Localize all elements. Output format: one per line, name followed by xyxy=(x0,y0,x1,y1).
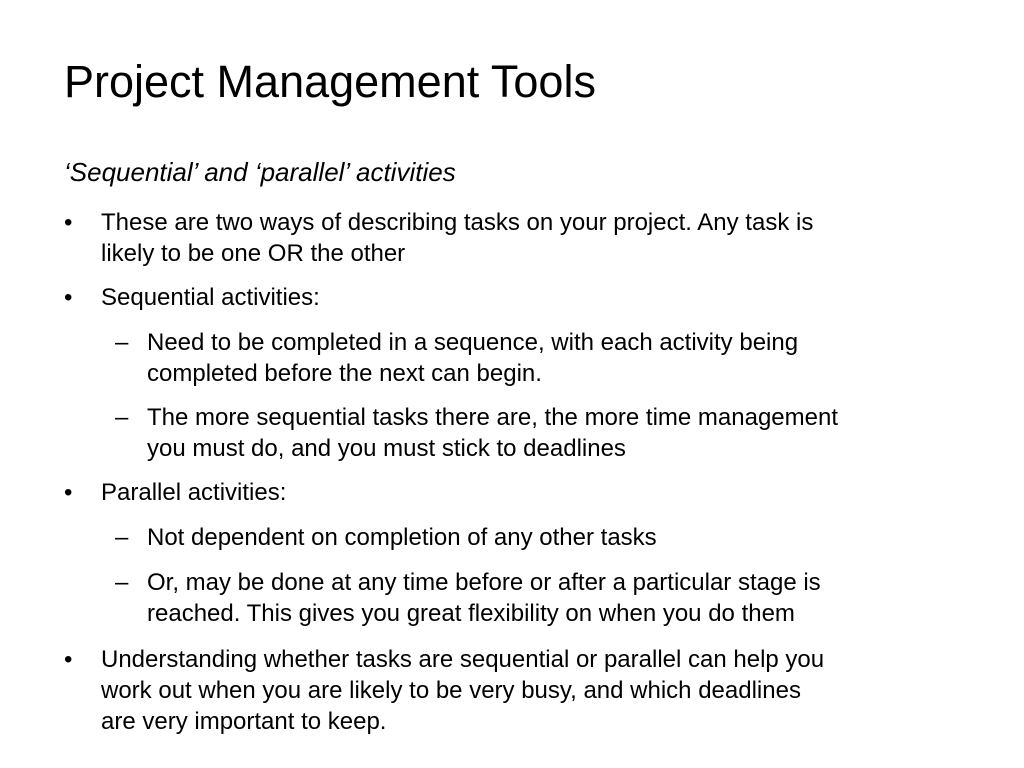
bullet-text-line: you must do, and you must stick to deadlines xyxy=(147,435,626,462)
bullet-text-line: reached. This gives you great flexibility on when you do them xyxy=(147,600,795,627)
bullet-text-line: Sequential activities: xyxy=(101,284,320,311)
bullet-marker: • xyxy=(64,209,73,236)
bullet-marker: • xyxy=(64,479,73,506)
bullet-text-line: Or, may be done at any time before or after a particular stage is xyxy=(147,569,821,596)
bullet-text-line: work out when you are likely to be very busy, and which deadlines xyxy=(101,677,801,704)
dash-marker: – xyxy=(115,329,129,356)
bullet-marker: • xyxy=(64,646,73,673)
slide-subtitle: ‘Sequential’ and ‘parallel’ activities xyxy=(64,157,456,187)
dash-marker: – xyxy=(115,404,129,431)
slide-title: Project Management Tools xyxy=(64,56,596,107)
bullet-text-line: are very important to keep. xyxy=(101,708,387,735)
dash-marker: – xyxy=(115,524,129,551)
bullet-text-line: These are two ways of describing tasks on your project. Any task is xyxy=(101,209,814,236)
bullet-text-line: Not dependent on completion of any other tasks xyxy=(147,524,657,551)
bullet-text-line: Need to be completed in a sequence, with each activity being xyxy=(147,329,799,356)
bullet-marker: • xyxy=(64,284,73,311)
bullet-text-line: likely to be one OR the other xyxy=(101,240,406,267)
bullet-text-line: completed before the next can begin. xyxy=(147,360,542,387)
bullet-text-line: Understanding whether tasks are sequential or parallel can help you xyxy=(101,646,825,673)
bullet-text-line: The more sequential tasks there are, the more time management xyxy=(147,404,839,431)
bullet-text-line: Parallel activities: xyxy=(101,479,287,506)
dash-marker: – xyxy=(115,569,129,596)
